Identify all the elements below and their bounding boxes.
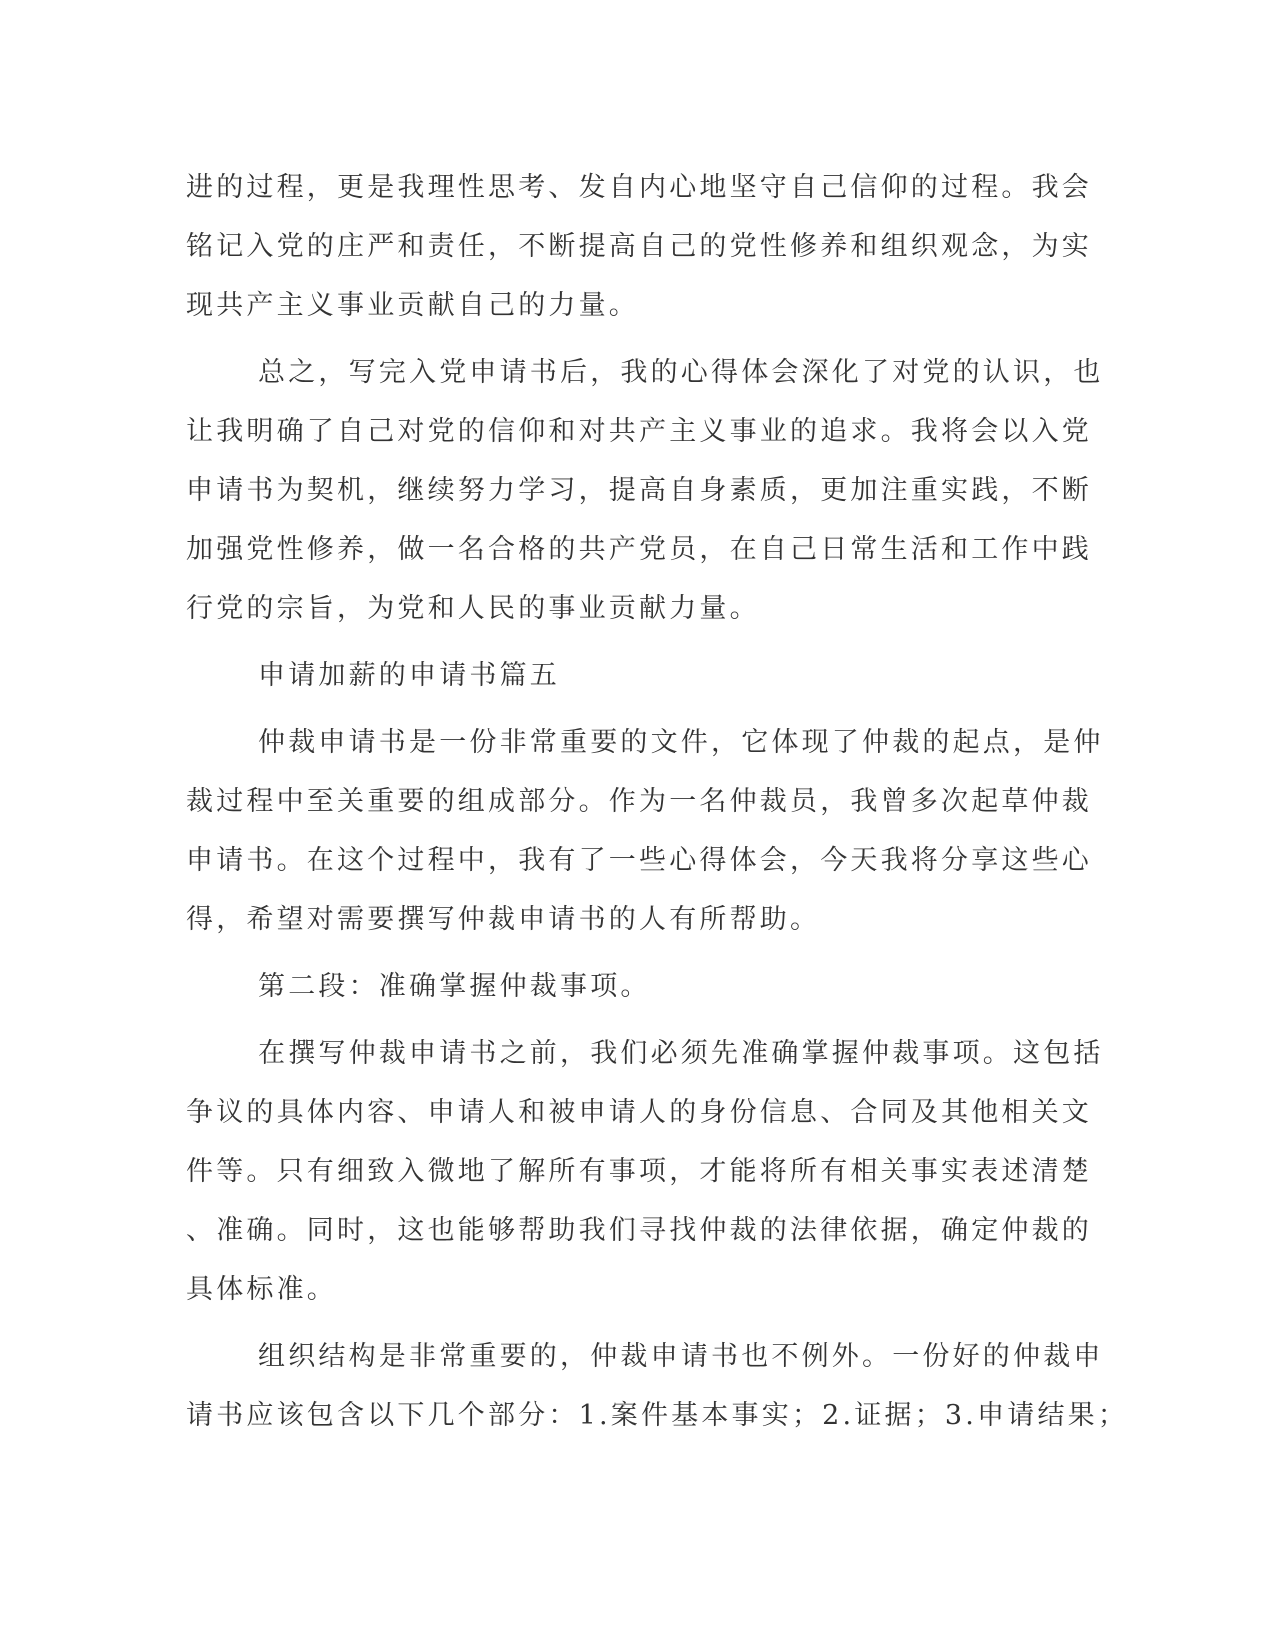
text-line: 组织结构是非常重要的，仲裁申请书也不例外。一份好的仲裁申 — [258, 1341, 1104, 1372]
text-line: 得，希望对需要撰写仲裁申请书的人有所帮助。 — [186, 904, 821, 935]
text-line: 件等。只有细致入微地了解所有事项，才能将所有相关事实表述清楚 — [186, 1156, 1092, 1187]
text-line: 申请书为契机，继续努力学习，提高自身素质，更加注重实践，不断 — [186, 475, 1092, 506]
text-line: 进的过程，更是我理性思考、发自内心地坚守自己信仰的过程。我会 — [186, 172, 1092, 203]
paragraph — [186, 1024, 1104, 1319]
text-line: 行党的宗旨，为党和人民的事业贡献力量。 — [186, 593, 760, 624]
text-line: 裁过程中至关重要的组成部分。作为一名仲裁员，我曾多次起草仲裁 — [186, 786, 1092, 817]
paragraph — [186, 343, 1104, 638]
text-line: 第二段：准确掌握仲裁事项。 — [258, 971, 651, 1002]
text-line: 铭记入党的庄严和责任，不断提高自己的党性修养和组织观念，为实 — [186, 231, 1092, 262]
text-line: 、准确。同时，这也能够帮助我们寻找仲裁的法律依据，确定仲裁的 — [186, 1215, 1092, 1246]
text-line: 请书应该包含以下几个部分：1.案件基本事实；2.证据；3.申请结果； — [186, 1400, 1129, 1431]
section-heading — [186, 646, 1066, 705]
text-line: 让我明确了自己对党的信仰和对共产主义事业的追求。我将会以入党 — [186, 416, 1092, 447]
paragraph — [186, 957, 1066, 1016]
text-line: 总之，写完入党申请书后，我的心得体会深化了对党的认识，也 — [258, 357, 1104, 388]
text-line: 具体标准。 — [186, 1274, 337, 1305]
text-line: 仲裁申请书是一份非常重要的文件，它体现了仲裁的起点，是仲 — [258, 727, 1104, 758]
paragraph — [186, 1327, 1129, 1445]
document-body — [186, 158, 1129, 1445]
heading-text: 申请加薪的申请书篇五 — [258, 660, 560, 691]
text-line: 加强党性修养，做一名合格的共产党员，在自己日常生活和工作中践 — [186, 534, 1092, 565]
text-line: 争议的具体内容、申请人和被申请人的身份信息、合同及其他相关文 — [186, 1097, 1092, 1128]
text-line: 现共产主义事业贡献自己的力量。 — [186, 290, 639, 321]
text-line: 申请书。在这个过程中，我有了一些心得体会，今天我将分享这些心 — [186, 845, 1092, 876]
paragraph — [186, 158, 1092, 335]
paragraph — [186, 713, 1104, 949]
text-line: 在撰写仲裁申请书之前，我们必须先准确掌握仲裁事项。这包括 — [258, 1038, 1104, 1069]
